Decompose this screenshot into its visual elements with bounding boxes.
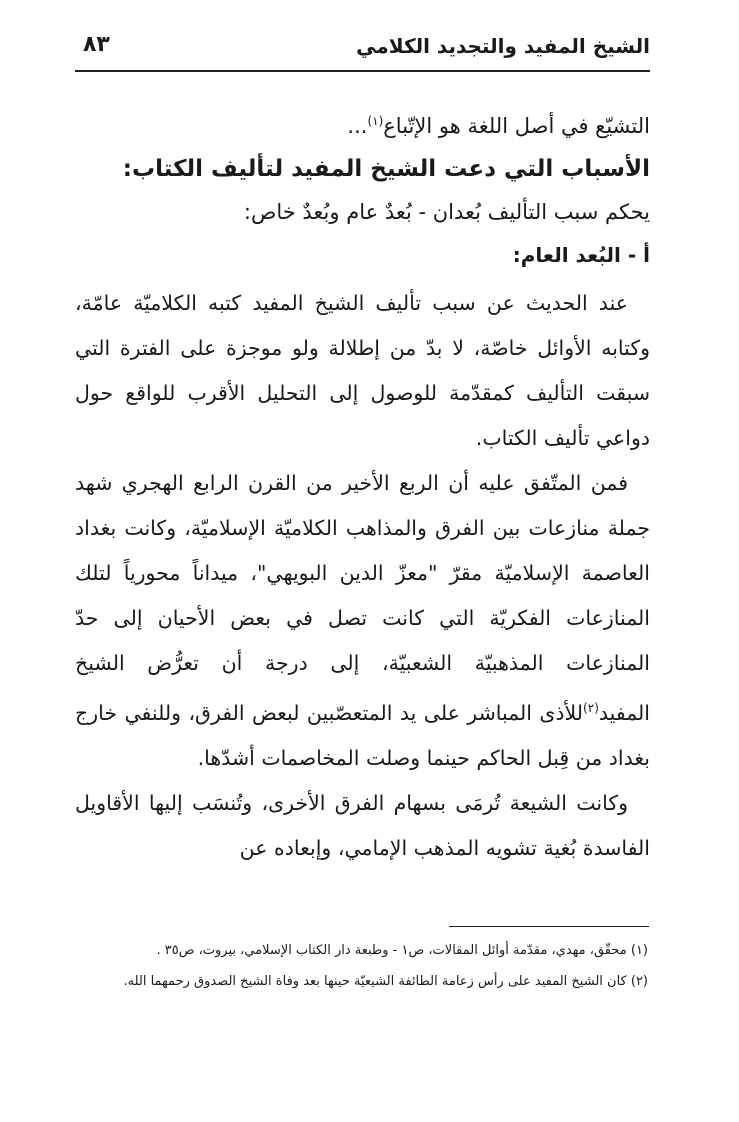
footnote-2: (٢) كان الشيخ المفيد على رأس زعامة الطائفة الشيعيّة حينها بعد وفاة الشيخ الصدوق رحمهما الله. bbox=[123, 974, 648, 989]
footnote-marker-2[interactable]: (٢) bbox=[583, 701, 599, 715]
page-header bbox=[75, 30, 650, 72]
paragraph-2-text-b: للأذى المباشر على يد المتعصّبين لبعض الفرق، وللنفي خارج بغداد من قِبل الحاكم حينما وصلت المخاصمات أشدّها. bbox=[75, 700, 650, 770]
paragraph-2 bbox=[75, 461, 650, 781]
running-title: الشيخ المفيد والتجديد الكلامي bbox=[356, 34, 650, 58]
intro-text: التشيّع في أصل اللغة هو الإتّباع bbox=[383, 114, 650, 138]
paragraph-3 bbox=[75, 781, 650, 871]
paragraph-2-text-a: فمن المتّفق عليه أن الربع الأخير من القرن الرابع الهجري شهد جملة منازعات بين الفرق والمذاهب الكلاميّة الإسلاميّة، وكانت بغداد العاصمة الإسلاميّة مقرّ "معزّ الدين البويهي"، ميداناً محورياً لتلك المنازعات الفكريّة التي كانت تصل في بعض الأحيان إلى حدّ المنازعات المذهبيّة الشعبيّة، إلى درجة أن تعرُّض الشيخ المفيد bbox=[75, 471, 650, 725]
page-number: ٨٣ bbox=[83, 32, 110, 57]
footnote-1: (١) محقّق، مهدي، مقدّمة أوائل المقالات، ص١ - وطبعة دار الكتاب الإسلامي، بيروت، ص٣٥ . bbox=[156, 943, 648, 958]
paragraph-1 bbox=[75, 281, 650, 461]
intro-line bbox=[75, 100, 650, 147]
lead-line: يحكم سبب التأليف بُعدان - بُعدٌ عام وبُعدٌ خاص: bbox=[243, 200, 650, 224]
section-heading: الأسباب التي دعت الشيخ المفيد لتأليف الكتاب: bbox=[122, 156, 650, 182]
main-content bbox=[75, 100, 650, 871]
sub-heading: أ - البُعد العام: bbox=[512, 243, 650, 267]
paragraph-1-text: عند الحديث عن سبب تأليف الشيخ المفيد كتبه الكلاميّة عامّة، وكتابه الأوائل خاصّة، لا بدّ من إطلالة ولو موجزة على الفترة التي سبقت التأليف كمقدّمة للوصول إلى التحليل الأقرب للواقع حول دواعي تأليف الكتاب. bbox=[75, 291, 650, 450]
footnotes bbox=[80, 938, 648, 1000]
intro-ellipsis: ... bbox=[347, 114, 368, 138]
paragraph-3-text: وكانت الشيعة تُرمَى بسهام الفرق الأخرى، وتُنسَب إليها الأقاويل الفاسدة بُغية تشويه المذهب الإمامي، وإبعاده عن bbox=[75, 790, 650, 860]
footnote-divider bbox=[449, 926, 649, 927]
footnote-marker-1[interactable]: (١) bbox=[367, 114, 384, 128]
